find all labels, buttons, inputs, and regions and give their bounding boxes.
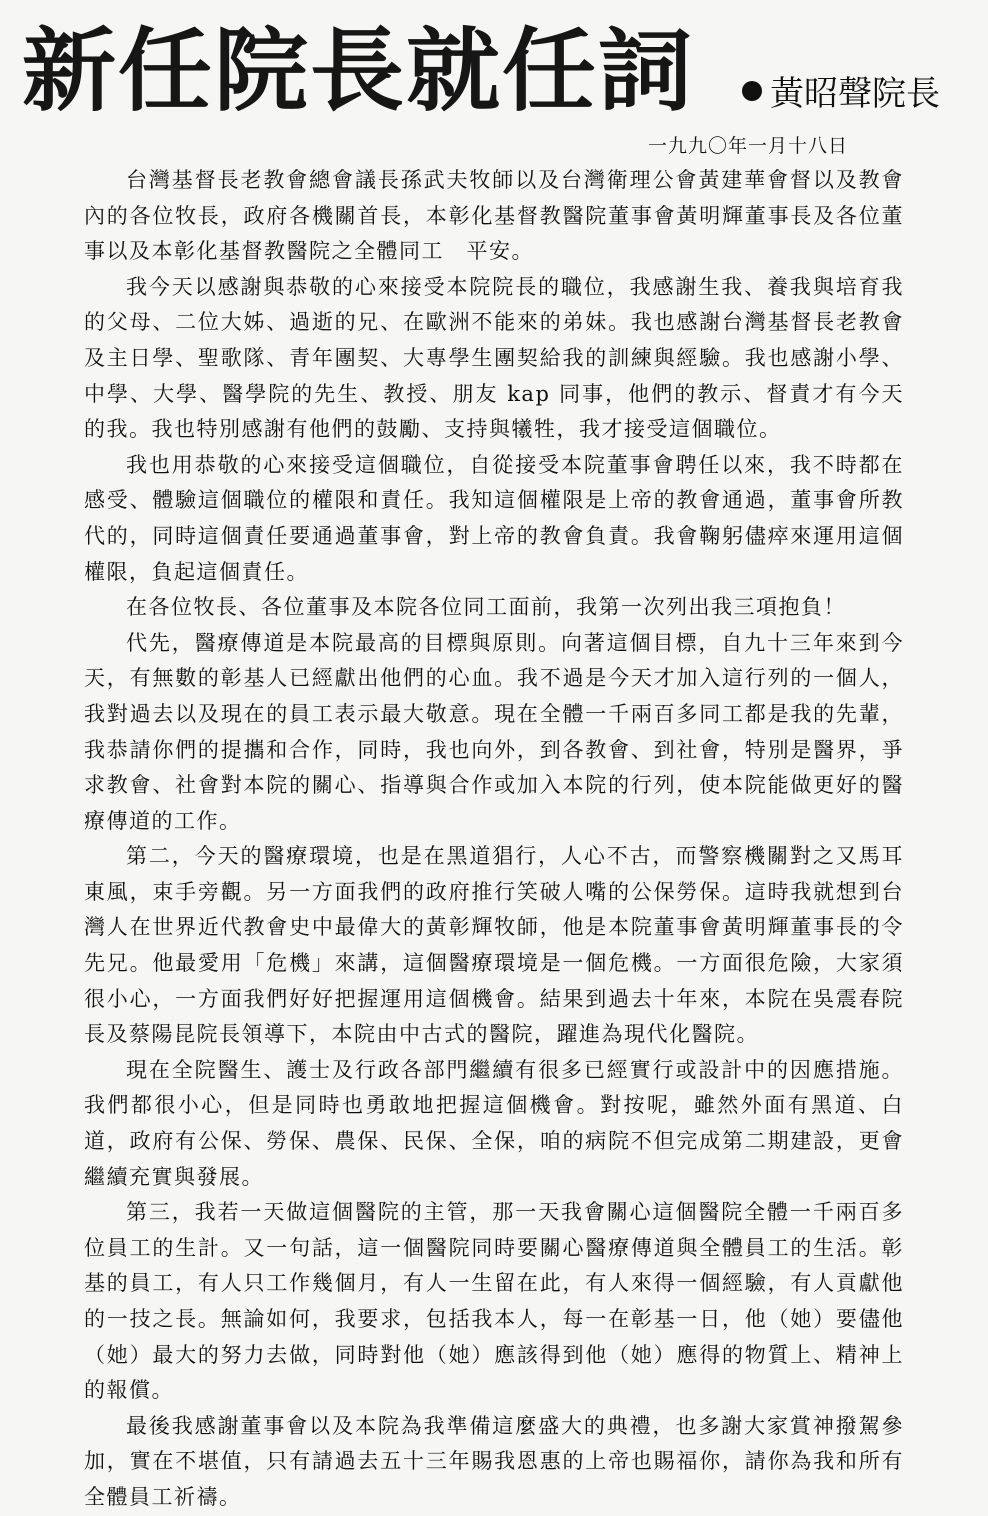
speech-date: 一九九〇年一月十八日 [648, 135, 849, 157]
author-name: 黃昭聲院長 [770, 74, 940, 114]
paragraph-closing: 最後我感謝董事會以及本院為我準備這麼盛大的典禮，也多謝大家賞神撥駕參加，實在不堪值，只有請過去五十三年賜我恩惠的上帝也賜福你，請你為我和所有全體員工祈禱。 [84, 1413, 904, 1509]
paragraph-second-aim: 第二，今天的醫療環境，也是在黑道猖行，人心不古，而警察機關對之又馬耳東風，束手旁觀。另一方面我們的政府推行笑破人嘴的公保勞保。這時我就想到台灣人在世界近代教會史中最偉大的黃彰輝牧師，他是本院董事會黃明輝董事長的令先兄。他最愛用「危機」來講，這個醫療環境是一個危機。一方面很危險，大家須很小心，一方面我們好好把握運用這個機會。結果到過去十年來，本院在吳震春院長及蔡陽昆院長領導下，本院由中古式的醫院，躍進為現代化醫院。 [84, 844, 904, 1047]
page-header [0, 0, 988, 130]
page-title: 新任院長就任詞 [22, 19, 695, 124]
paragraph-three-aims-intro: 在各位牧長、各位董事及本院各位同工面前，我第一次列出我三項抱負！ [126, 595, 846, 620]
author-line [742, 74, 940, 114]
paragraph-responsibility: 我也用恭敬的心來接受這個職位，自從接受本院董事會聘任以來，我不時都在感受、體驗這個職位的權限和責任。我知這個權限是上帝的教會通過，董事會所教代的，同時這個責任要通過董事會，對上帝的教會負責。我會鞠躬儘瘁來運用這個權限，負起這個責任。 [84, 452, 904, 584]
bullet-icon [742, 81, 762, 101]
paragraph-gratitude: 我今天以感謝與恭敬的心來接受本院院長的職位，我感謝生我、養我與培育我的父母、二位大姊、過逝的兄、在歐洲不能來的弟妹。我也感謝台灣基督長老教會及主日學、聖歌隊、青年團契、大專學生團契給我的訓練與經驗。我也感謝小學、中學、大學、醫學院的先生、教授、朋友 kap 同事，他們的教示、督責才有今天的我。我也特別感謝有他們的鼓勵、支持與犧牲，我才接受這個職位。 [84, 274, 904, 442]
speech-body [84, 163, 904, 1516]
paragraph-measures: 現在全院醫生、護士及行政各部門繼續有很多已經實行或設計中的因應措施。我們都很小心，但是同時也勇敢地把握這個機會。對按呢，雖然外面有黑道、白道，政府有公保、勞保、農保、民保、全保，咱的病院不但完成第二期建設，更會繼續充實與發展。 [84, 1057, 904, 1189]
paragraph-first-aim: 代先，醫療傳道是本院最高的目標與原則。向著這個目標，自九十三年來到今天，有無數的彰基人已經獻出他們的心血。我不過是今天才加入這行列的一個人，我對過去以及現在的員工表示最大敬意。現在全體一千兩百多同工都是我的先輩，我恭請你們的提攜和合作，同時，我也向外，到各教會、到社會，特別是醫界，爭求教會、社會對本院的關心、指導與合作或加入本院的行列，使本院能做更好的醫療傳道的工作。 [84, 630, 904, 833]
paragraph-greeting: 台灣基督長老教會總會議長孫武夫牧師以及台灣衛理公會黃建華會督以及教會內的各位牧長，政府各機關首長，本彰化基督教醫院董事會黃明輝董事長及各位董事以及本彰化基督教醫院之全體同工 平安。 [84, 168, 904, 264]
paragraph-third-aim: 第三，我若一天做這個醫院的主管，那一天我會關心這個醫院全體一千兩百多位員工的生計。又一句話，這一個醫院同時要關心醫療傳道與全體員工的生活。彰基的員工，有人只工作幾個月，有人一生留在此，有人來得一個經驗，有人貢獻他的一技之長。無論如何，我要求，包括我本人，每一在彰基一日，他（她）要儘他（她）最大的努力去做，同時對他（她）應該得到他（她）應得的物質上、精神上的報償。 [84, 1200, 904, 1403]
